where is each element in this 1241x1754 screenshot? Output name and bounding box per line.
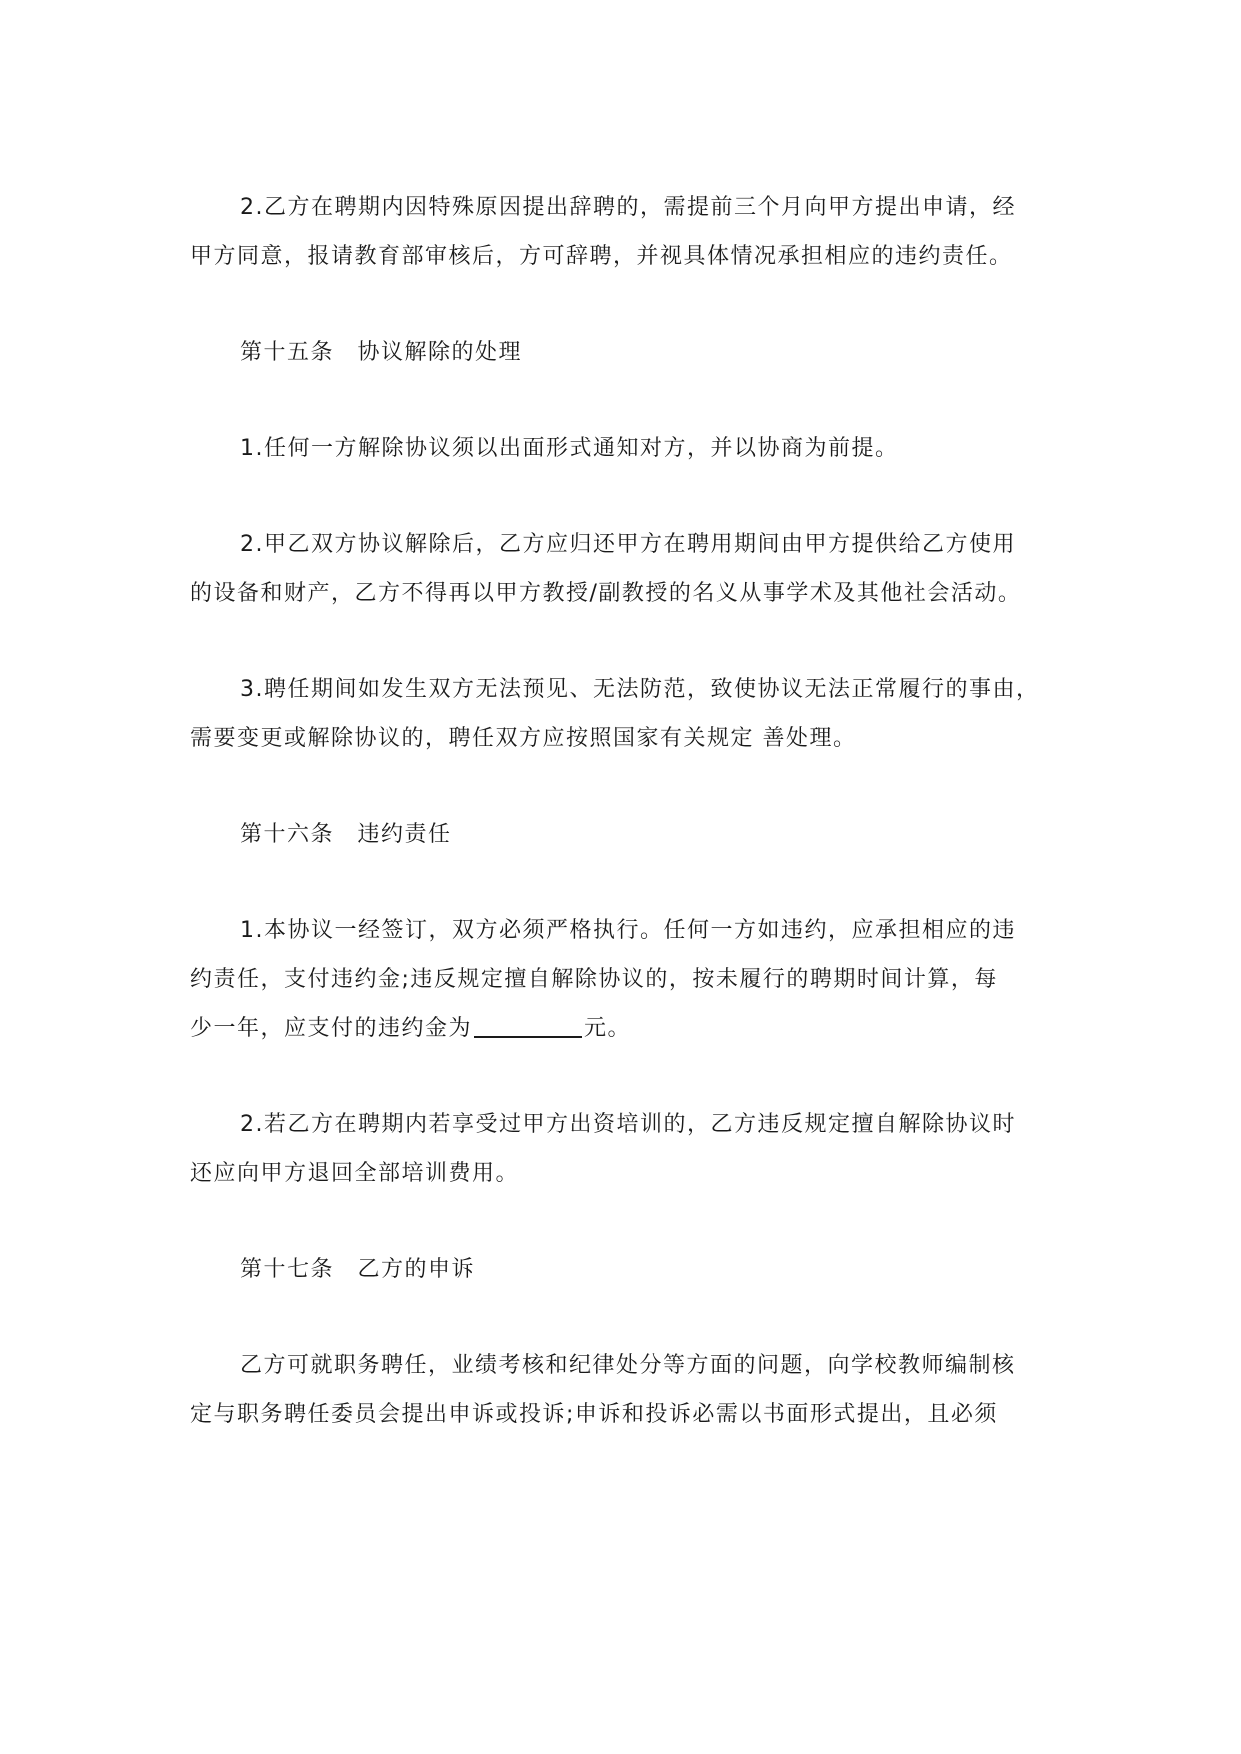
paragraph-line: 2.乙方在聘期内因特殊原因提出辞聘的，需提前三个月向甲方提出申请，经 <box>240 195 1016 220</box>
paragraph-line: 乙方可就职务聘任，业绩考核和纪律处分等方面的问题，向学校教师编制核 <box>240 1353 1016 1378</box>
paragraph-line: 1.本协议一经签订，双方必须严格执行。任何一方如违约，应承担相应的违 <box>240 918 1016 943</box>
paragraph-line: 的设备和财产，乙方不得再以甲方教授/副教授的名义从事学术及其他社会活动。 <box>190 581 1022 606</box>
paragraph-line <box>190 1014 1070 1044</box>
paragraph-line: 甲方同意，报请教育部审核后，方可辞聘，并视具体情况承担相应的违约责任。 <box>190 244 1013 269</box>
paragraph-line: 约责任，支付违约金;违反规定擅自解除协议的，按未履行的聘期时间计算，每 <box>190 967 998 992</box>
article-17-title: 第十七条 乙方的申诉 <box>240 1257 476 1282</box>
paragraph-line: 2.甲乙双方协议解除后，乙方应归还甲方在聘用期间由甲方提供给乙方使用 <box>240 532 1016 557</box>
paragraph-line: 2.若乙方在聘期内若享受过甲方出资培训的，乙方违反规定擅自解除协议时 <box>240 1112 1016 1137</box>
penalty-suffix: 元。 <box>584 1016 632 1041</box>
paragraph-line: 1.任何一方解除协议须以出面形式通知对方，并以协商为前提。 <box>240 436 899 461</box>
article-16-title: 第十六条 违约责任 <box>240 822 452 847</box>
penalty-prefix: 少一年，应支付的违约金为 <box>190 1016 473 1041</box>
penalty-amount-blank <box>474 1014 582 1038</box>
article-15-title: 第十五条 协议解除的处理 <box>240 340 523 365</box>
paragraph-line: 定与职务聘任委员会提出申诉或投诉;申诉和投诉必需以书面形式提出，且必须 <box>190 1402 998 1427</box>
paragraph-line: 还应向甲方退回全部培训费用。 <box>190 1161 520 1186</box>
paragraph-line: 3.聘任期间如发生双方无法预见、无法防范，致使协议无法正常履行的事由， <box>240 677 1040 702</box>
paragraph-line: 需要变更或解除协议的，聘任双方应按照国家有关规定 善处理。 <box>190 726 857 751</box>
